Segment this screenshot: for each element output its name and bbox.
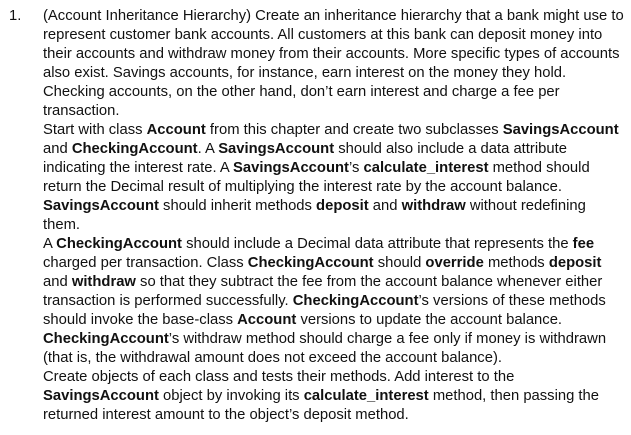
text-run: . A	[197, 141, 219, 157]
text-run: charged per transaction. Class	[43, 255, 248, 271]
bold-term: calculate_interest	[363, 160, 489, 176]
bold-term: SavingsAccount	[233, 160, 349, 176]
bold-term: CheckingAccount	[56, 236, 182, 252]
bold-term: SavingsAccount	[218, 141, 335, 157]
exercise-paragraph	[43, 7, 625, 121]
text-run: from this chapter and create two subclasses	[205, 122, 503, 138]
bold-term: CheckingAccount	[71, 141, 198, 157]
exercise-content	[43, 7, 625, 425]
bold-term: withdraw	[71, 274, 136, 290]
bold-term: CheckingAccount	[292, 293, 419, 309]
text-run: should inherit methods	[158, 198, 317, 214]
exercise-paragraph	[43, 121, 625, 235]
text-run: should also include a data attribute indicating the interest rate. A	[43, 141, 567, 176]
text-run: so that they subtract the fee from the account balance whenever either transaction is performed successfully.	[43, 274, 603, 309]
text-run: should	[373, 255, 426, 271]
bold-term: calculate_interest	[303, 388, 429, 404]
text-run: methods	[483, 255, 549, 271]
bold-term: SavingsAccount	[502, 122, 619, 138]
text-run: should include a Decimal data attribute that represents the	[181, 236, 573, 252]
text-run: A	[43, 236, 57, 252]
text-run: without redefining them.	[43, 198, 586, 233]
exercise-item	[4, 7, 625, 425]
text-run: ’s withdraw method should charge a fee only if money is withdrawn (that is, the withdrawal amount does not exceed the account balance).	[43, 331, 607, 366]
bold-term: deposit	[316, 198, 369, 214]
text-run: Create objects of each class and tests their methods. Add interest to the	[43, 369, 515, 385]
text-run: object by invoking its	[158, 388, 304, 404]
text-run: ’s	[348, 160, 364, 176]
bold-term: SavingsAccount	[43, 198, 159, 214]
bold-term: fee	[572, 236, 595, 252]
text-run: method, then passing the returned interest amount to the object’s deposit method.	[43, 388, 599, 423]
bold-term: override	[425, 255, 484, 271]
bold-term: deposit	[548, 255, 602, 271]
text-run: versions to update the account balance.	[296, 312, 563, 328]
exercise-paragraph	[43, 235, 625, 368]
text-run: and	[43, 274, 72, 290]
bold-term: Account	[146, 122, 206, 138]
bold-term: Account	[237, 312, 297, 328]
text-run: ’s versions of these methods should invoke the base-class	[43, 293, 606, 328]
text-run: method should return the Decimal result of multiplying the interest rate by the account balance.	[43, 160, 590, 195]
bold-term: SavingsAccount	[43, 388, 159, 404]
text-run: Start with class	[43, 122, 147, 138]
bold-term: CheckingAccount	[247, 255, 374, 271]
exercise-number: 1.	[9, 8, 22, 24]
bold-term: CheckingAccount	[43, 331, 169, 347]
text-run: and	[43, 141, 72, 157]
bold-term: withdraw	[401, 198, 466, 214]
text-run: and	[368, 198, 402, 214]
text-run: (Account Inheritance Hierarchy) Create an inheritance hierarchy that a bank might use to represent customer bank accounts. All customers at this bank can deposit money into their accounts and withdraw money from their accounts. More specific types of accounts also exist. Savings accounts, for instance, earn interest on the money they hold. Checking accounts, on the other hand, don’t earn interest and charge a fee per transaction.	[43, 8, 624, 119]
exercise-paragraph	[43, 368, 625, 425]
